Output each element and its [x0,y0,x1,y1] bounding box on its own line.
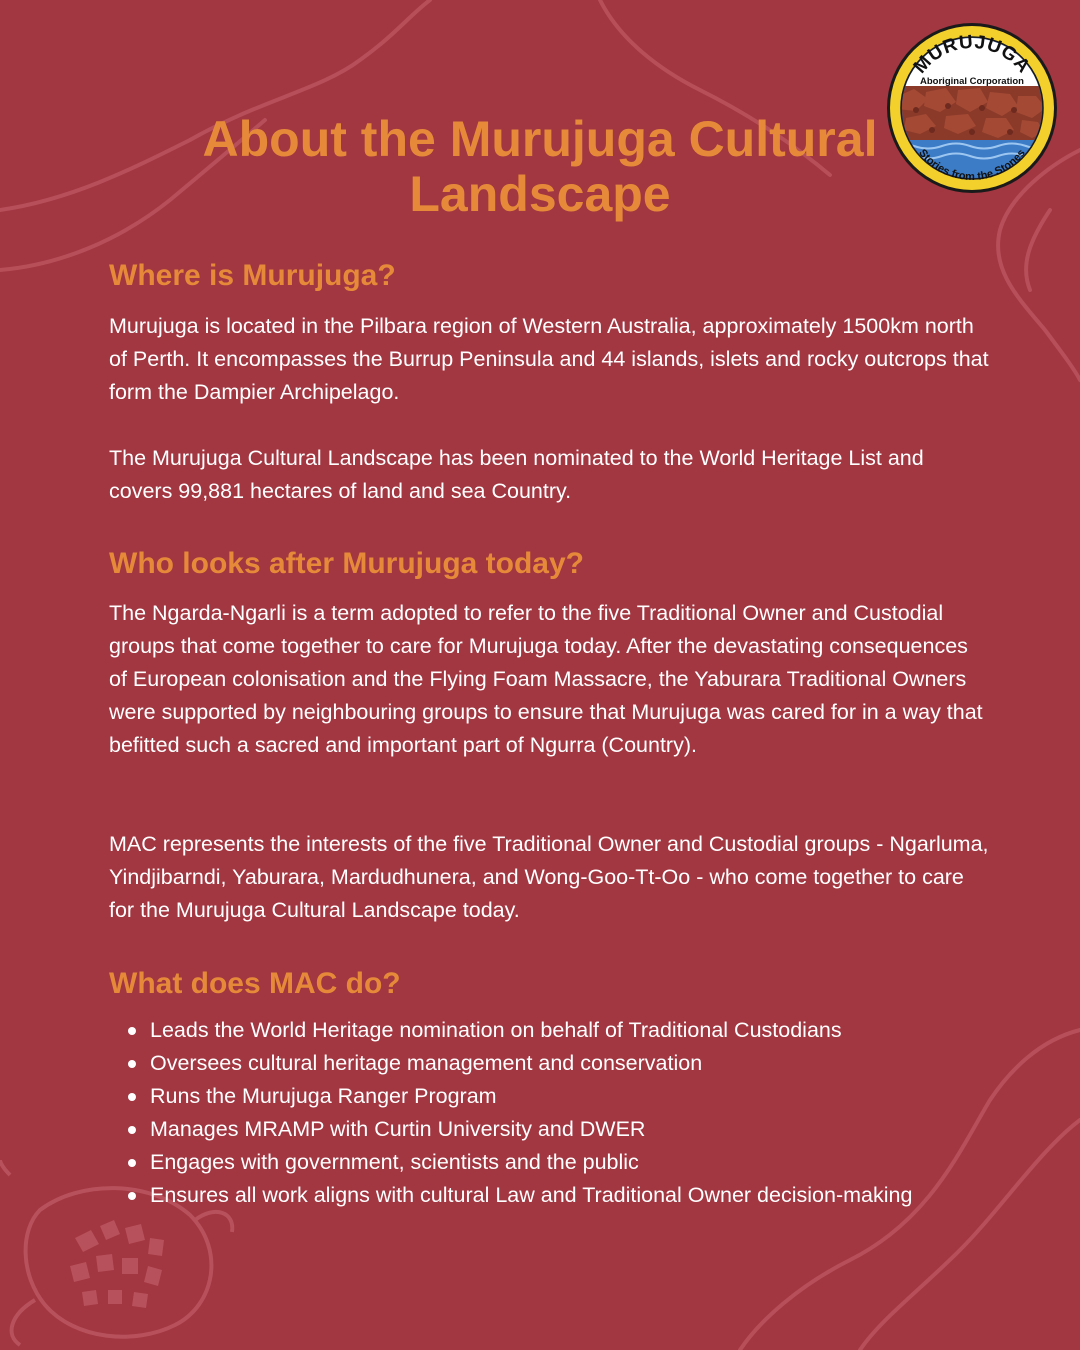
section-heading-where: Where is Murujuga? [109,259,396,292]
page-title: About the Murujuga Cultural Landscape [202,111,878,222]
list-item: Oversees cultural heritage management and conservation [109,1047,929,1080]
section-heading-who: Who looks after Murujuga today? [109,547,585,580]
logo-sub-text: Aboriginal Corporation [920,76,1024,87]
paragraph-location: Murujuga is located in the Pilbara region of Western Australia, approximately 1500km north of Perth. It encompasses the Burrup Peninsula and 44 islands, islets and rocky outcrops that form the Dampier Archipelago. [109,314,989,404]
list-item: Runs the Murujuga Ranger Program [109,1080,929,1113]
logo-bottom-text: Stories from the Stones [916,147,1028,184]
list-item: Engages with government, scientists and the public [109,1146,929,1179]
list-item: Ensures all work aligns with cultural Law and Traditional Owner decision-making [109,1179,929,1212]
paragraph-ngarda-ngarli: The Ngarda-Ngarli is a term adopted to refer to the five Traditional Owner and Custodial groups that come together to care for Murujuga today. After the devastating consequences of European colonisation and the Flying Foam Massacre, the Yaburara Traditional Owners were supported by neighbouring groups to ensure that Murujuga was cared for in a way that befitted such a sacred and important part of Ngurra (Country). [109,601,983,757]
logo-top-text: MURUJUGA [909,31,1035,78]
section-heading-what: What does MAC do? [109,967,401,1000]
list-item: Manages MRAMP with Curtin University and DWER [109,1113,929,1146]
mac-activities-list [109,1014,929,1212]
paragraph-mac-represents: MAC represents the interests of the five Traditional Owner and Custodial groups - Ngarluma, Yindjibarndi, Yaburara, Mardudhunera, and Wong-Goo-Tt-Oo - who come together to care for the Murujuga Cultural Landscape today. [109,832,989,922]
list-item: Leads the World Heritage nomination on behalf of Traditional Custodians [109,1014,929,1047]
paragraph-world-heritage: The Murujuga Cultural Landscape has been nominated to the World Heritage List and covers 99,881 hectares of land and sea Country. [109,446,924,503]
